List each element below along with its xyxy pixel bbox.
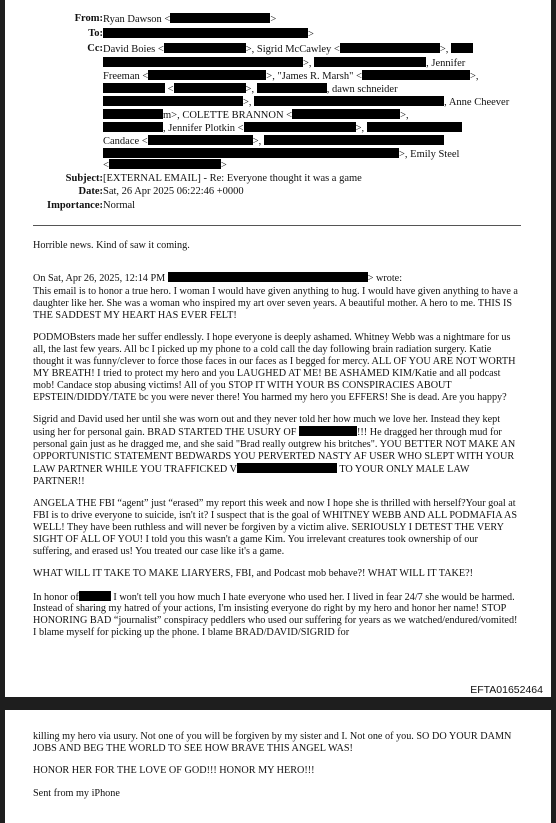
redaction bbox=[103, 122, 163, 132]
redaction bbox=[103, 57, 303, 67]
from-name: Ryan Dawson < bbox=[103, 14, 171, 25]
paragraph-6: In honor of I won't tell you how much I hate everyone who used her. I lived in fear 24/7 she would be harmed. Instead of sharing my hatred of your actions, I'm insisting everyone do right by my hero and honor her name! STOP HONORING BAD “journalist” conspiracy peddlers who used our suffering for years as we watched/endured/vomited! I blame myself for picking up the phone. I blame BRAD/DAVID/SIGRID for bbox=[33, 591, 518, 639]
importance-value: Normal bbox=[103, 200, 136, 211]
paragraph-4: ANGELA THE FBI “agent” just “erased” my report this week and now I hope she is thrilled with herself?Your goal at FBI is to drive everyone to suicide, isn't it? I suspect that is the goal of WHITNEY WEBB AND ALL PODMAFIA AS WELL! They have been ruthless and will never be forgiven by a victim alive. SERIOUSLY I DETEST THE VERY SIGHT OF ALL OF YOU! I told you this wasn't a game Kim. You irrelevant creatures took ownership of our suffering, and erased us! You treated our case like it's a game. bbox=[33, 498, 517, 557]
paragraph-2: PODMOBsters made her suffer endlessly. I hope everyone is deeply ashamed. Whitney Webb was a nightmare for us all, the last few years. All bc I picked up my phone to a cold call the day following brain radiation surgery. Katie thought it was funny/clever to force those faces in our faces as I begged for mercy. ALL OF YOU ARE NOT WORTH MY BREATH! I tried to protect my hero and you LAUGHED AT ME! BE ASHAMED KIM/Katie and all podcast mob! Candace stop abusing victims! All of you STOP IT WITH YOUR BS CONSPIRACIES ABOUT EPSTEIN/DIDDY/TATE bc you were never there! You harmed my hero you EFFERS! She is dead. Are you happy? bbox=[33, 332, 516, 403]
redaction bbox=[168, 272, 368, 282]
cc-line-2: >, , Jennifer bbox=[103, 57, 465, 70]
redaction bbox=[237, 463, 337, 473]
redaction bbox=[174, 83, 246, 93]
date-label: Date: bbox=[78, 186, 103, 197]
cc-line-10: < > bbox=[103, 160, 227, 171]
bates-number: EFTA01652464 bbox=[470, 684, 543, 696]
to-value: > bbox=[103, 28, 314, 41]
redaction bbox=[314, 57, 426, 67]
redaction bbox=[170, 13, 270, 23]
redaction bbox=[451, 43, 473, 53]
cc-line-7: , Jennifer Plotkin < >, bbox=[103, 122, 462, 135]
subject-label: Subject: bbox=[65, 173, 103, 184]
redaction bbox=[103, 96, 243, 106]
cc-line-5: >, , Anne Cheever bbox=[103, 96, 509, 109]
redaction bbox=[362, 70, 470, 80]
cc-line-1: David Boies < >, Sigrid McCawley < >, bbox=[103, 43, 473, 56]
redaction bbox=[103, 109, 163, 119]
cc-line-8: Candace < >, bbox=[103, 135, 444, 148]
header-divider bbox=[33, 225, 521, 226]
redaction bbox=[340, 43, 440, 53]
from-value: Ryan Dawson < > bbox=[103, 14, 277, 25]
redaction bbox=[103, 148, 399, 158]
paragraph-1: This email is to honor a true hero. I woman I would have given anything to hug. I would have given anything to have a daughter like her. She was a woman who inspired my art over seven years. A beautiful mother. A hero to me. THIS IS THE SADDEST MY HEART HAS EVER FELT! bbox=[33, 286, 518, 321]
redaction bbox=[299, 426, 357, 436]
importance-label: Importance: bbox=[47, 200, 103, 211]
quote-header: On Sat, Apr 26, 2025, 12:14 PM > wrote: bbox=[33, 273, 403, 284]
paragraph-8: HONOR HER FOR THE LOVE OF GOD!!! HONOR MY HERO!!! bbox=[33, 765, 315, 777]
redaction bbox=[79, 591, 111, 601]
redaction bbox=[367, 122, 462, 132]
signature-line: Sent from my iPhone bbox=[33, 787, 120, 799]
redaction bbox=[264, 135, 444, 145]
paragraph-3: Sigrid and David used her until she was worn out and they never told her how much we love her. Instead they kept using her for personal gain. BRAD STARTED THE USURY OF !!! He dragged her through mud for personal gain just as he dragged me, and she said "Brad really outgrew his britches". YOU BETTER NOT MAKE AN OPPORTUNISTIC STATEMENT BEDWARDS YOU PERVERTED NASTY AF USER WHO SLEPT WITH YOUR LAW PARTNER WHILE YOU TRAFFICKED V TO YOUR ONLY MALE LAW PARTNER!! bbox=[33, 414, 516, 487]
document-page-1 bbox=[5, 0, 551, 697]
quoted-message bbox=[33, 286, 519, 650]
cc-line-3: Freeman < >, "James R. Marsh" < >, bbox=[103, 71, 479, 82]
paragraph-7: killing my hero via usury. Not one of you will be forgiven by my sister and I. Not one of you. SO DO YOUR DAMN JOBS AND BEG THE WORLD TO SEE HOW BRAVE THIS ANGEL WAS! bbox=[33, 731, 512, 754]
reply-text: Horrible news. Kind of saw it coming. bbox=[33, 240, 190, 251]
redaction bbox=[148, 135, 253, 145]
redaction bbox=[103, 83, 165, 93]
cc-line-9: >, Emily Steel bbox=[103, 148, 459, 161]
redaction bbox=[164, 43, 246, 53]
date-value: Sat, 26 Apr 2025 06:22:46 +0000 bbox=[103, 186, 244, 197]
redaction bbox=[148, 70, 266, 80]
document-page-2 bbox=[5, 710, 551, 823]
from-label: From: bbox=[74, 13, 103, 24]
redaction bbox=[254, 96, 444, 106]
redaction bbox=[244, 122, 356, 132]
redaction bbox=[109, 159, 221, 169]
paragraph-5: WHAT WILL IT TAKE TO MAKE LIARYERS, FBI, and Podcast mob behave?! WHAT WILL IT TAKE?! bbox=[33, 568, 474, 580]
redaction bbox=[103, 28, 308, 38]
cc-line-6: m>, COLETTE BRANNON < >, bbox=[103, 109, 409, 122]
redaction bbox=[292, 109, 400, 119]
subject-value: [EXTERNAL EMAIL] - Re: Everyone thought it was a game bbox=[103, 173, 362, 184]
to-label: To: bbox=[88, 28, 103, 39]
cc-line-4: < >, , dawn schneider bbox=[103, 83, 398, 96]
redaction bbox=[257, 83, 327, 93]
page-2-text bbox=[33, 731, 519, 810]
cc-label: Cc: bbox=[87, 43, 103, 54]
